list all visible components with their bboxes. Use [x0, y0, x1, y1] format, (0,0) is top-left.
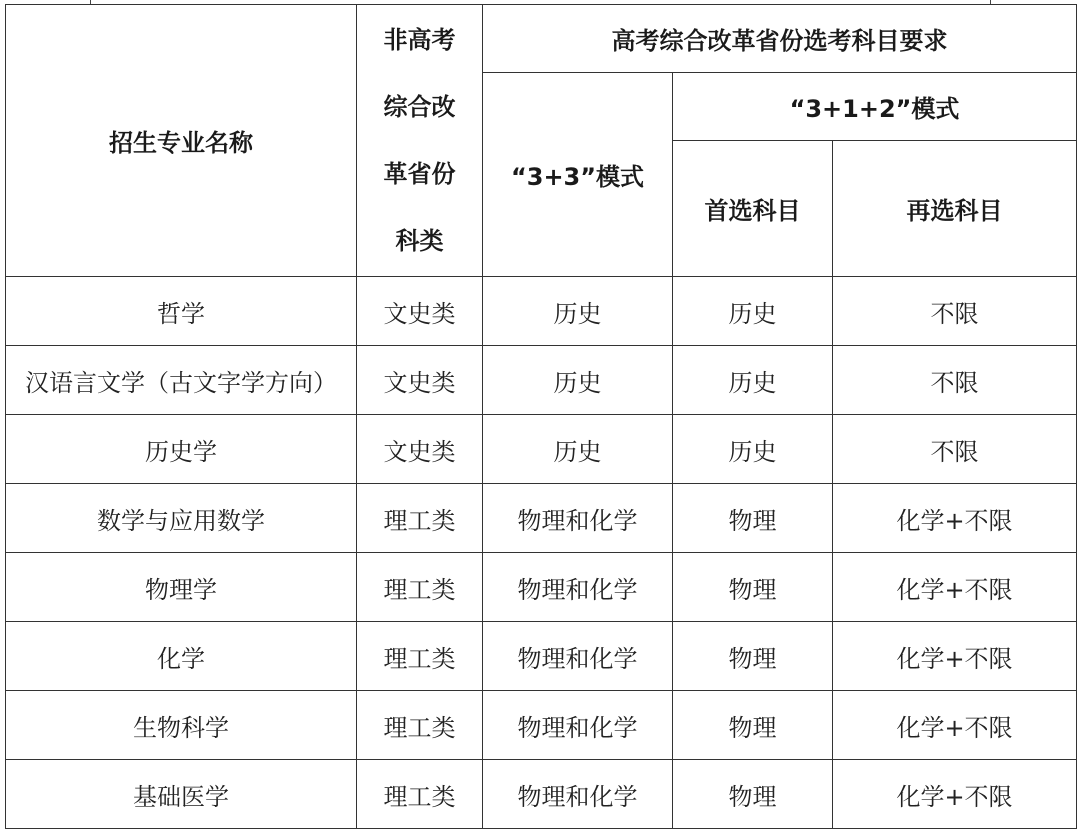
cell-category: 理工类 [357, 760, 483, 829]
cell-mode-3-3: 历史 [483, 415, 673, 484]
cell-first-choice: 物理 [673, 622, 833, 691]
cell-mode-3-3: 物理和化学 [483, 760, 673, 829]
header-non-reform-line: 非高考 [383, 25, 456, 54]
cell-category: 文史类 [357, 346, 483, 415]
cell-mode-3-3: 物理和化学 [483, 484, 673, 553]
cell-major: 哲学 [6, 277, 357, 346]
header-mode-3-3: “3+3”模式 [483, 73, 673, 277]
cell-category: 理工类 [357, 553, 483, 622]
cell-second-choice: 不限 [833, 277, 1077, 346]
header-first-choice: 首选科目 [673, 141, 833, 277]
cell-second-choice: 化学+不限 [833, 622, 1077, 691]
cell-mode-3-3: 历史 [483, 346, 673, 415]
cell-category: 理工类 [357, 484, 483, 553]
cell-mode-3-3: 历史 [483, 277, 673, 346]
cell-second-choice: 化学+不限 [833, 691, 1077, 760]
cell-major: 基础医学 [6, 760, 357, 829]
cell-second-choice: 化学+不限 [833, 760, 1077, 829]
header-second-choice: 再选科目 [833, 141, 1077, 277]
cell-mode-3-3: 物理和化学 [483, 691, 673, 760]
cell-major: 数学与应用数学 [6, 484, 357, 553]
cell-first-choice: 物理 [673, 691, 833, 760]
cell-major: 化学 [6, 622, 357, 691]
cell-first-choice: 历史 [673, 415, 833, 484]
table-row [6, 691, 1077, 760]
cell-major: 汉语言文学（古文字学方向） [6, 346, 357, 415]
table-row [6, 553, 1077, 622]
header-major-name: 招生专业名称 [6, 5, 357, 277]
header-non-reform-line: 综合改 [383, 92, 456, 121]
header-reform-requirements: 高考综合改革省份选考科目要求 [483, 5, 1077, 73]
cell-first-choice: 历史 [673, 346, 833, 415]
cell-second-choice: 化学+不限 [833, 553, 1077, 622]
cell-category: 理工类 [357, 691, 483, 760]
cell-mode-3-3: 物理和化学 [483, 622, 673, 691]
cell-major: 生物科学 [6, 691, 357, 760]
cell-category: 理工类 [357, 622, 483, 691]
cell-category: 文史类 [357, 415, 483, 484]
cell-second-choice: 化学+不限 [833, 484, 1077, 553]
cell-first-choice: 物理 [673, 553, 833, 622]
cell-major: 历史学 [6, 415, 357, 484]
cell-first-choice: 历史 [673, 277, 833, 346]
table-row [6, 622, 1077, 691]
table-row [6, 760, 1077, 829]
header-non-reform-category [357, 5, 483, 277]
table-row [6, 484, 1077, 553]
cell-second-choice: 不限 [833, 346, 1077, 415]
cell-mode-3-3: 物理和化学 [483, 553, 673, 622]
subject-requirements-table [5, 4, 1077, 829]
cell-first-choice: 物理 [673, 760, 833, 829]
table-row [6, 346, 1077, 415]
cell-major: 物理学 [6, 553, 357, 622]
header-row-1 [6, 5, 1077, 73]
header-non-reform-line: 革省份 [383, 159, 456, 188]
cell-first-choice: 物理 [673, 484, 833, 553]
cell-category: 文史类 [357, 277, 483, 346]
header-non-reform-line: 科类 [395, 226, 444, 255]
header-mode-3-1-2: “3+1+2”模式 [673, 73, 1077, 141]
table-row [6, 415, 1077, 484]
cell-second-choice: 不限 [833, 415, 1077, 484]
table-row [6, 277, 1077, 346]
